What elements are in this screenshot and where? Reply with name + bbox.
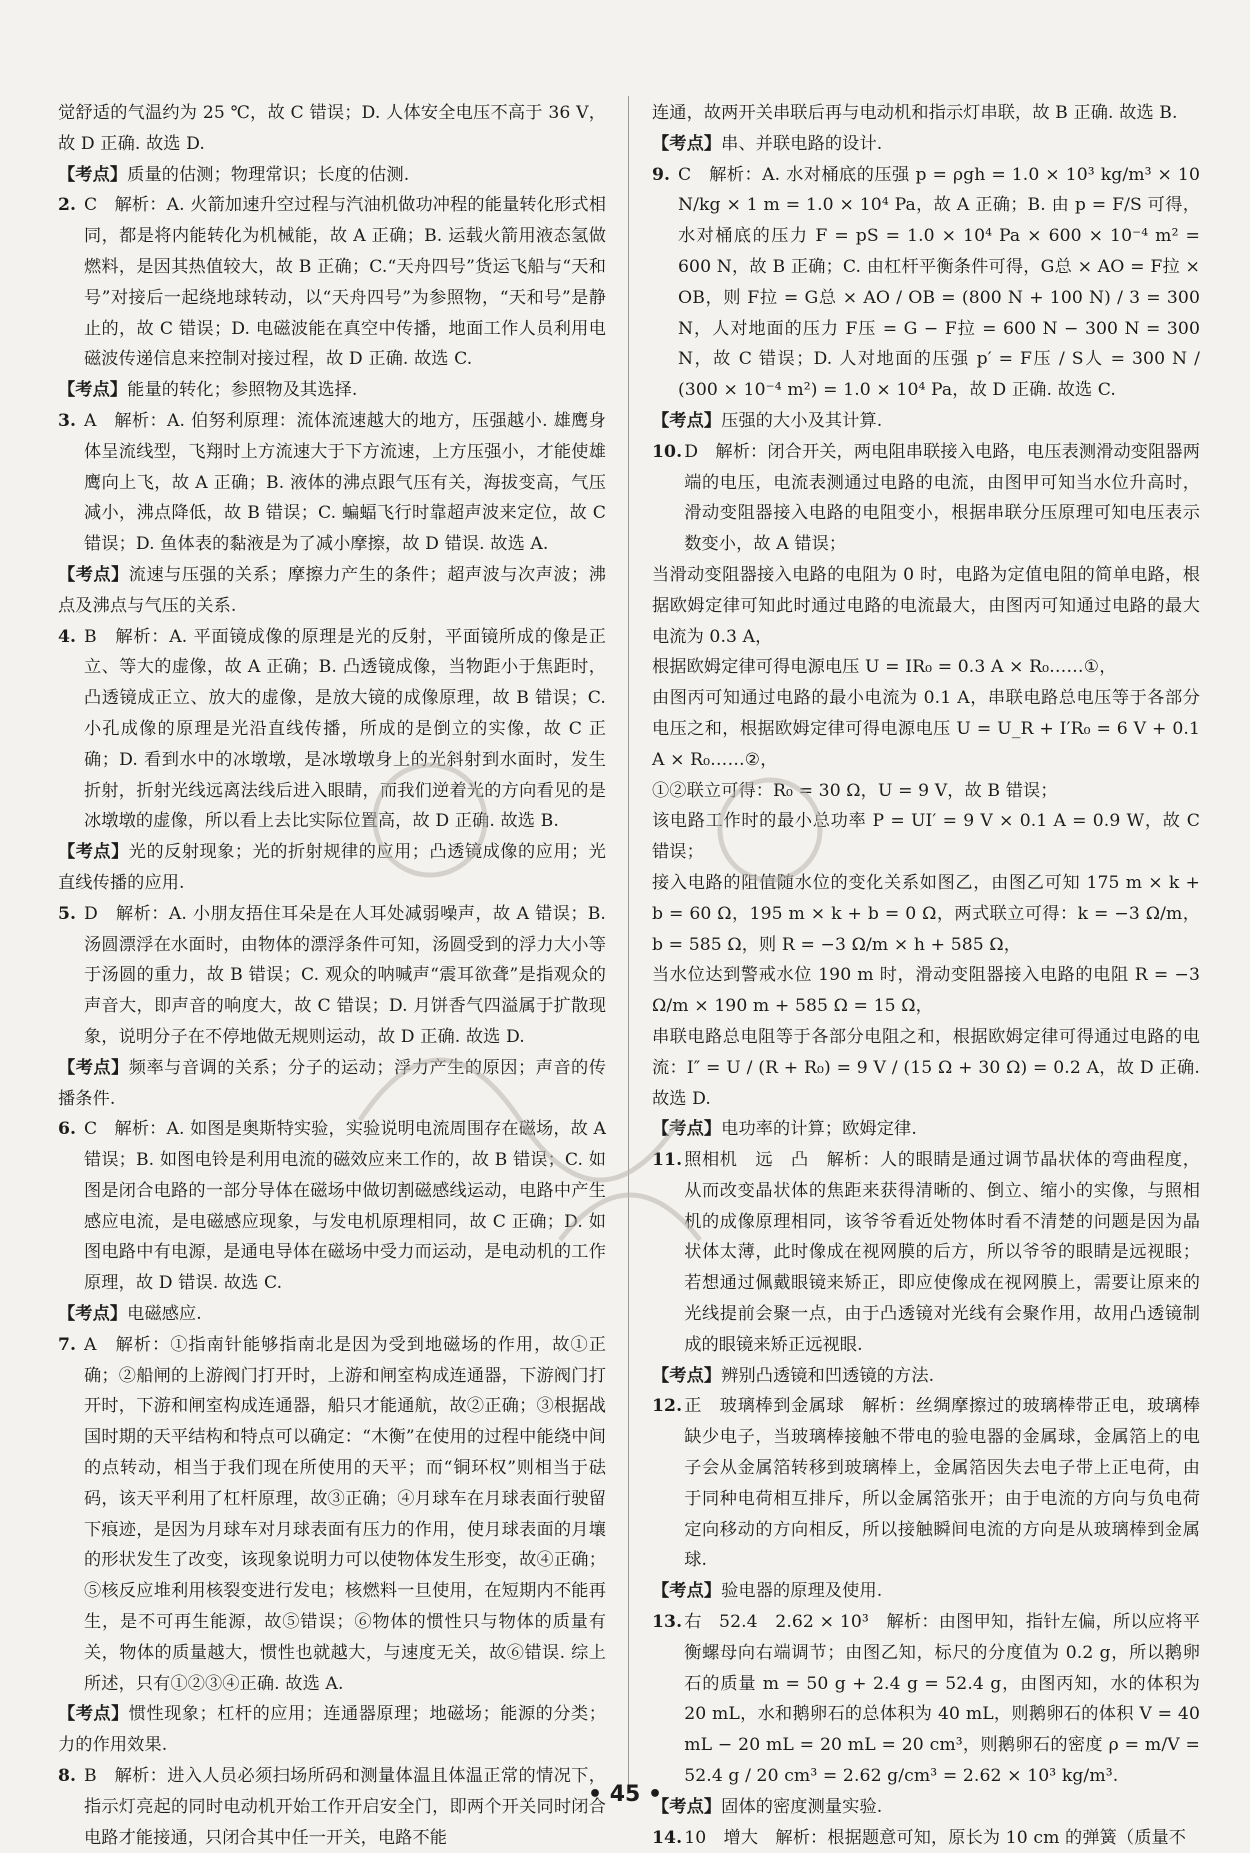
answer-text: C 解析：A. 火箭加速升空过程与汽油机做功冲程的能量转化形式相同，都是将内能转化为机械能，故 A 正确；B. 运载火箭用液态氢做燃料，是因其热值较大，故 B 正确；C.“天舟四号”货运飞船与“天和号”对接后一起绕地球转动，以“天舟四号”为参照物，“天和号”是静止的，故 C 错误；D. 电磁波能在真空中传播，地面工作人员利用电磁波传递信息来控制对接过程，故 D 正确. 故选 C. bbox=[84, 195, 606, 370]
knowledge-text: 串、并联电路的设计. bbox=[721, 133, 883, 154]
knowledge-point bbox=[652, 1114, 1200, 1145]
question-number: 5. bbox=[58, 903, 77, 924]
answer-item bbox=[58, 190, 606, 375]
question-number: 10. bbox=[652, 441, 683, 462]
answer-item bbox=[652, 437, 1200, 560]
knowledge-point bbox=[58, 160, 606, 191]
knowledge-tag: 【考点】 bbox=[58, 164, 128, 185]
answer-text: 右 52.4 2.62 × 10³ 解析：由图甲知，指针左偏，所以应将平衡螺母向右端调节；由图乙知，标尺的分度值为 0.2 g，所以鹅卵石的质量 m = 50 g + 2.4 g = 52.4 g，由图丙知，水的体积为 20 mL，水和鹅卵石的总体积为 40 mL，则鹅卵石的体积 V = 40 mL − 20 mL = 20 mL = 20 cm³，则鹅卵石的密度 ρ = m/V = 52.4 g / 20 cm³ = 2.62 g/cm³ = 2.62 × 10³ kg/m³. bbox=[684, 1612, 1200, 1787]
answer-item bbox=[58, 899, 606, 1053]
knowledge-text: 光的反射现象；光的折射规律的应用；凸透镜成像的应用；光直线传播的应用. bbox=[58, 842, 606, 893]
question-number: 12. bbox=[652, 1396, 683, 1417]
answer-item bbox=[58, 1330, 606, 1700]
knowledge-tag: 【考点】 bbox=[652, 1581, 722, 1602]
answer-text: A 解析：A. 伯努利原理：流体流速越大的地方，压强越小. 雄鹰身体呈流线型，飞翔时上方流速大于下方流速，上方压强小，才能使雄鹰向上飞，故 A 正确；B. 液体的沸点跟气压有关，海拔变高，气压减小，沸点降低，故 B 错误；C. 蝙蝠飞行时靠超声波来定位，故 C 错误；D. 鱼体表的黏液是为了减小摩擦，故 D 错误. 故选 A. bbox=[84, 410, 606, 555]
paragraph: 连通，故两开关串联后再与电动机和指示灯串联，故 B 正确. 故选 B. bbox=[652, 103, 1178, 123]
question-number: 8. bbox=[58, 1766, 77, 1787]
question-number: 14. bbox=[652, 1827, 683, 1848]
knowledge-text: 频率与音调的关系；分子的运动；浮力产生的原因；声音的传播条件. bbox=[58, 1057, 606, 1109]
answer-item bbox=[652, 1607, 1200, 1792]
knowledge-text: 电磁感应. bbox=[127, 1304, 202, 1325]
answer-item bbox=[58, 622, 606, 838]
knowledge-point bbox=[58, 1053, 606, 1115]
knowledge-point bbox=[652, 406, 1200, 437]
page-number: • 45 • bbox=[587, 1782, 663, 1807]
knowledge-point bbox=[652, 1576, 1200, 1607]
answer-item bbox=[58, 406, 606, 560]
answer-item bbox=[652, 1823, 1200, 1853]
knowledge-tag: 【考点】 bbox=[652, 1119, 722, 1140]
answer-text: C 解析：A. 水对桶底的压强 p = ρgh = 1.0 × 10³ kg/m³ × 10 N/kg × 1 m = 1.0 × 10⁴ Pa，故 A 正确；B. 由 p = F/S 可得，水对桶底的压力 F = pS = 1.0 × 10⁴ Pa × 600 × 10⁻⁴ m² = 600 N，故 B 正确；C. 由杠杆平衡条件可得，G总 × AO = F拉 × OB，则 F拉 = G总 × AO / OB = (800 N + 100 N) / 3 = 300 N，人对地面的压力 F压 = G − F拉 = 600 N − 300 N = 300 N，故 C 错误；D. 人对地面的压强 p′ = F压 / S人 = 300 N / (300 × 10⁻⁴ m²) = 1.0 × 10⁴ Pa，故 D 正确. 故选 C. bbox=[678, 164, 1200, 401]
answer-text: B 解析：A. 平面镜成像的原理是光的反射，平面镜所成的像是正立、等大的虚像，故 A 正确；B. 凸透镜成像，当物距小于焦距时，凸透镜成正立、放大的虚像，是放大镜的成像原理，故 B 错误；C. 小孔成像的原理是光沿直线传播，所成的是倒立的实像，故 C 正确；D. 看到水中的冰墩墩，是冰墩墩身上的光斜射到水面时，发生折射，折射光线远离法线后进入眼睛，而我们逆着光的方向看见的是冰墩墩的虚像，所以看上去比实际位置高，故 D 正确. 故选 B. bbox=[84, 626, 606, 832]
knowledge-text: 电功率的计算；欧姆定律. bbox=[721, 1119, 917, 1140]
right-column bbox=[652, 98, 1200, 1853]
answer-text: B 解析：进入人员必须扫场所码和测量体温且体温正常的情况下，指示灯亮起的同时电动机开始工作开启安全门，即两个开关同时闭合电路才能接通，只闭合其中任一开关，电路不能 bbox=[84, 1766, 606, 1848]
knowledge-point bbox=[58, 837, 606, 899]
paragraph: 当水位达到警戒水位 190 m 时，滑动变阻器接入电路的电阻 R = −3 Ω/m × 190 m + 585 Ω = 15 Ω， bbox=[652, 965, 1200, 1017]
answer-item bbox=[652, 160, 1200, 406]
answer-text: 正 玻璃棒到金属球 解析：丝绸摩擦过的玻璃棒带正电，玻璃棒缺少电子，当玻璃棒接触不带电的验电器的金属球，金属箔上的电子会从金属箔转移到玻璃棒上，金属箔因失去电子带上正电荷，由于同种电荷相互排斥，所以金属箔张开；由于电流的方向与负电荷定向移动的方向相反，所以接触瞬间电流的方向是从玻璃棒到金属球. bbox=[684, 1396, 1200, 1571]
paragraph: 接入电路的阻值随水位的变化关系如图乙，由图乙可知 175 m × k + b = 60 Ω，195 m × k + b = 0 Ω，两式联立可得：k = −3 Ω/m，b = 585 Ω，则 R = −3 Ω/m × h + 585 Ω， bbox=[652, 872, 1200, 955]
knowledge-tag: 【考点】 bbox=[58, 842, 129, 863]
knowledge-tag: 【考点】 bbox=[58, 1057, 129, 1078]
paragraph: 该电路工作时的最小总功率 P = UI′ = 9 V × 0.1 A = 0.9 W，故 C 错误； bbox=[652, 811, 1200, 863]
paragraph: 当滑动变阻器接入电路的电阻为 0 时，电路为定值电阻的简单电路，根据欧姆定律可知此时通过电路的电流最大，由图丙可知通过电路的最大电流为 0.3 A， bbox=[652, 564, 1200, 647]
knowledge-tag: 【考点】 bbox=[58, 1704, 129, 1725]
answer-item bbox=[652, 1391, 1200, 1576]
knowledge-text: 压强的大小及其计算. bbox=[721, 410, 883, 431]
knowledge-tag: 【考点】 bbox=[58, 380, 128, 401]
answer-item bbox=[58, 1114, 606, 1299]
knowledge-point bbox=[58, 560, 606, 622]
question-number: 2. bbox=[58, 195, 77, 216]
question-number: 7. bbox=[58, 1334, 77, 1355]
knowledge-text: 惯性现象；杠杆的应用；连通器原理；地磁场；能源的分类；力的作用效果. bbox=[58, 1704, 606, 1756]
question-number: 13. bbox=[652, 1612, 683, 1633]
knowledge-text: 流速与压强的关系；摩擦力产生的条件；超声波与次声波；沸点及沸点与气压的关系. bbox=[58, 564, 606, 616]
knowledge-point bbox=[58, 1699, 606, 1761]
knowledge-point bbox=[58, 1299, 606, 1330]
knowledge-text: 辨别凸透镜和凹透镜的方法. bbox=[721, 1365, 935, 1386]
knowledge-point bbox=[652, 129, 1200, 160]
paragraph: 由图丙可知通过电路的最小电流为 0.1 A，串联电路总电压等于各部分电压之和，根据欧姆定律可得电源电压 U = U_R + I′R₀ = 6 V + 0.1 A × R₀……②， bbox=[652, 688, 1200, 770]
question-number: 3. bbox=[58, 410, 77, 431]
answer-text: D 解析：A. 小朋友捂住耳朵是在人耳处减弱噪声，故 A 错误；B. 汤圆漂浮在水面时，由物体的漂浮条件可知，汤圆受到的浮力大小等于汤圆的重力，故 B 错误；C. 观众的呐喊声“震耳欲聋”是指观众的声音大，即声音的响度大，故 C 错误；D. 月饼香气四溢属于扩散现象，说明分子在不停地做无规则运动，故 D 正确. 故选 D. bbox=[84, 903, 606, 1047]
question-number: 9. bbox=[652, 164, 671, 185]
knowledge-tag: 【考点】 bbox=[58, 564, 129, 585]
answer-item bbox=[652, 1145, 1200, 1361]
knowledge-tag: 【考点】 bbox=[652, 410, 722, 431]
answer-item bbox=[58, 1761, 606, 1853]
left-column bbox=[58, 98, 606, 1853]
answer-text: A 解析：①指南针能够指南北是因为受到地磁场的作用，故①正确；②船闸的上游阀门打开时，上游和闸室构成连通器，下游阀门打开时，下游和闸室构成连通器，船只才能通航，故②正确；③根据战国时期的天平结构和特点可以确定：“木衡”在使用的过程中能绕中间的点转动，相当于我们现在所使用的天平；而“铜环权”则相当于砝码，该天平利用了杠杆原理，故③正确；④月球车在月球表面行驶留下痕迹，是因为月球车对月球表面有压力的作用，使月球表面的月壤的形状发生了改变，该现象说明力可以使物体发生形变，故④正确；⑤核反应堆利用核裂变进行发电；核燃料一旦使用，在短期内不能再生，是不可再生能源，故⑤错误；⑥物体的惯性只与物体的质量有关，物体的质量越大，惯性也就越大，与速度无关，故⑥错误. 综上所述，只有①②③④正确. 故选 A. bbox=[84, 1334, 606, 1694]
knowledge-tag: 【考点】 bbox=[652, 1796, 722, 1817]
answer-text: 10 增大 解析：根据题意可知，原长为 10 cm 的弹簧（质量不 bbox=[684, 1827, 1187, 1848]
paragraph: ①②联立可得：R₀ = 30 Ω，U = 9 V，故 B 错误； bbox=[652, 780, 1058, 801]
paragraph: 觉舒适的气温约为 25 ℃，故 C 错误；D. 人体安全电压不高于 36 V，故 D 正确. 故选 D. bbox=[58, 103, 606, 154]
knowledge-text: 验电器的原理及使用. bbox=[721, 1581, 883, 1602]
knowledge-tag: 【考点】 bbox=[652, 133, 722, 154]
knowledge-tag: 【考点】 bbox=[652, 1365, 722, 1386]
question-number: 6. bbox=[58, 1119, 77, 1140]
answer-text: D 解析：闭合开关，两电阻串联接入电路，电压表测滑动变阻器两端的电压，电流表测通过电路的电流，由图甲可知当水位升高时，滑动变阻器接入电路的电阻变小，根据串联分压原理可知电压表示数变小，故 A 错误； bbox=[684, 441, 1200, 555]
question-number: 11. bbox=[652, 1150, 683, 1171]
knowledge-point bbox=[652, 1361, 1200, 1392]
knowledge-text: 固体的密度测量实验. bbox=[721, 1796, 883, 1817]
knowledge-point bbox=[58, 375, 606, 406]
paragraph: 串联电路总电阻等于各部分电阻之和，根据欧姆定律可得通过电路的电流：I″ = U / (R + R₀) = 9 V / (15 Ω + 30 Ω) = 0.2 A，故 D 正确. 故选 D. bbox=[652, 1026, 1200, 1109]
answer-text: 照相机 远 凸 解析：人的眼睛是通过调节晶状体的弯曲程度，从而改变晶状体的焦距来获得清晰的、倒立、缩小的实像，与照相机的成像原理相同，该爷爷看近处物体时看不清楚的问题是因为晶状体太薄，此时像成在视网膜的后方，所以爷爷的眼睛是远视眼；若想通过佩戴眼镜来矫正，即应使像成在视网膜上，需要让原来的光线提前会聚一点，由于凸透镜对光线有会聚作用，故用凸透镜制成的眼镜来矫正远视眼. bbox=[684, 1150, 1200, 1355]
knowledge-text: 质量的估测；物理常识；长度的估测. bbox=[127, 164, 410, 185]
knowledge-text: 能量的转化；参照物及其选择. bbox=[127, 380, 358, 401]
knowledge-tag: 【考点】 bbox=[58, 1304, 128, 1325]
paragraph: 根据欧姆定律可得电源电压 U = IR₀ = 0.3 A × R₀……①， bbox=[652, 657, 1117, 678]
answer-text: C 解析：A. 如图是奥斯特实验，实验说明电流周围存在磁场，故 A 错误；B. 如图电铃是利用电流的磁效应来工作的，故 B 错误；C. 如图是闭合电路的一部分导体在磁场中做切割磁感线运动，电路中产生感应电流，是电磁感应现象，与发电机原理相同，故 C 正确；D. 如图电路中有电源，是通电导体在磁场中受力而运动，是电动机的工作原理，故 D 错误. 故选 C. bbox=[84, 1119, 606, 1294]
question-number: 4. bbox=[58, 626, 77, 647]
column-divider bbox=[628, 96, 629, 1786]
